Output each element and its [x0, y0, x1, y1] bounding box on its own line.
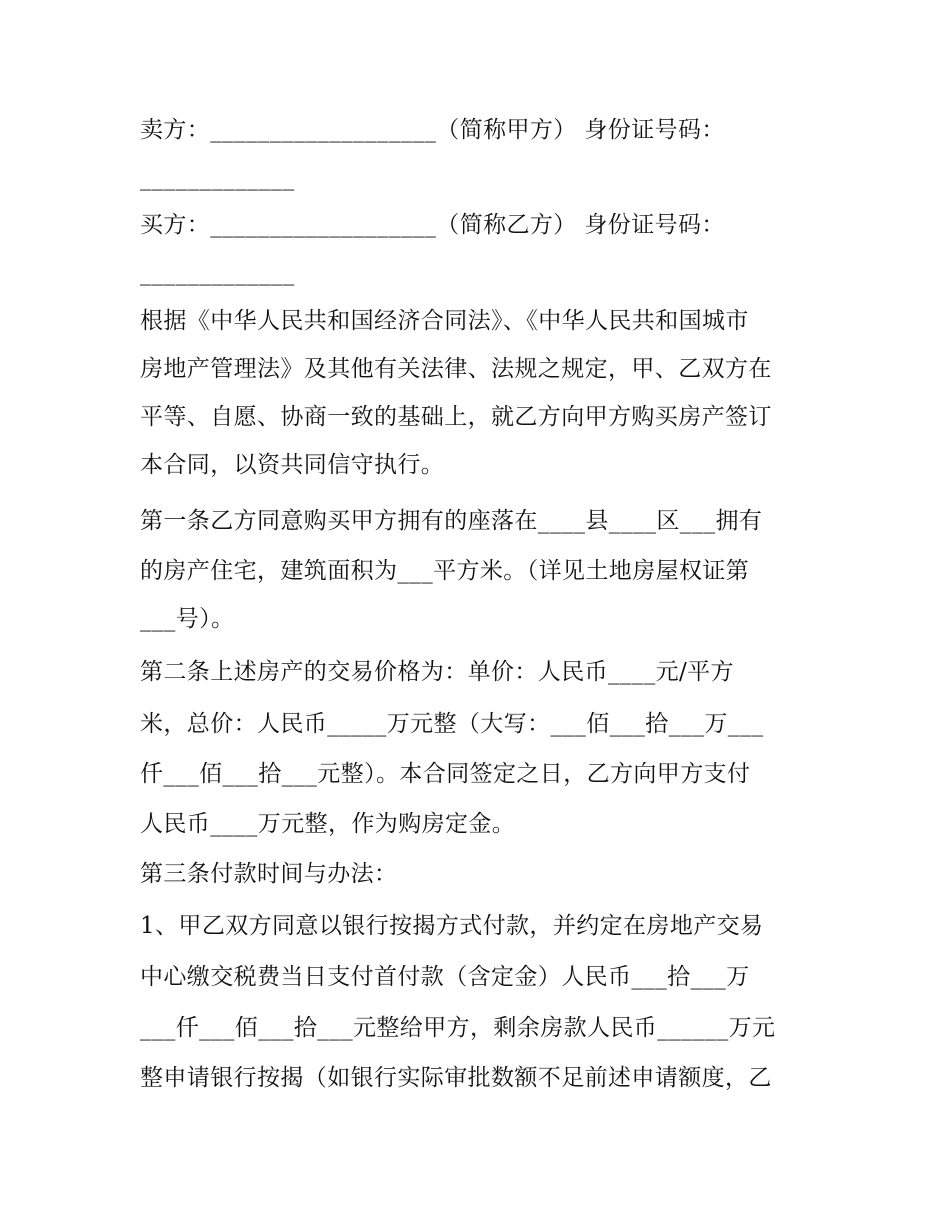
article-2-line-1: 第二条上述房产的交易价格为：单价：人民币____元/平方 [140, 659, 734, 685]
clause-1-line-4: 整申请银行按揭（如银行实际审批数额不足前述申请额度，乙 [140, 1065, 772, 1091]
article-2-line-2: 米，总价：人民币_____万元整（大写：___佰___拾___万___ [140, 711, 764, 737]
article-2-line-4: 人民币____万元整，作为购房定金。 [140, 811, 516, 837]
clause-1-line-1: 1、甲乙双方同意以银行按揭方式付款，并约定在房地产交易 [140, 913, 764, 939]
buyer-id-blank: _____________ [140, 260, 295, 286]
article-2-line-3: 仟___佰___拾___元整）。本合同签定之日，乙方向甲方支付 [140, 761, 751, 787]
seller-id-blank: _____________ [140, 165, 295, 191]
article-1-line-1: 第一条乙方同意购买甲方拥有的座落在____县____区___拥有 [140, 508, 763, 534]
article-3-heading: 第三条付款时间与办法： [140, 861, 398, 887]
preamble-line-3: 平等、自愿、协商一致的基础上，就乙方向甲方购买房产签订 [140, 404, 772, 430]
buyer-line: 买方：___________________（简称乙方） 身份证号码： [140, 212, 725, 238]
preamble-line-1: 根据《中华人民共和国经济合同法》、《中华人民共和国城市 [140, 308, 749, 334]
clause-1-line-2: 中心缴交税费当日支付首付款（含定金）人民币___拾___万 [140, 964, 750, 990]
article-1-line-3: ___号）。 [140, 606, 235, 632]
preamble-line-4: 本合同，以资共同信守执行。 [140, 452, 445, 478]
preamble-line-2: 房地产管理法》及其他有关法律、法规之规定，甲、乙双方在 [140, 356, 772, 382]
seller-line: 卖方：___________________（简称甲方） 身份证号码： [140, 117, 725, 143]
clause-1-line-3: ___仟___佰___拾___元整给甲方，剩余房款人民币______万元 [140, 1015, 776, 1041]
article-1-line-2: 的房产住宅，建筑面积为___平方米。（详见土地房屋权证第 [140, 558, 750, 584]
